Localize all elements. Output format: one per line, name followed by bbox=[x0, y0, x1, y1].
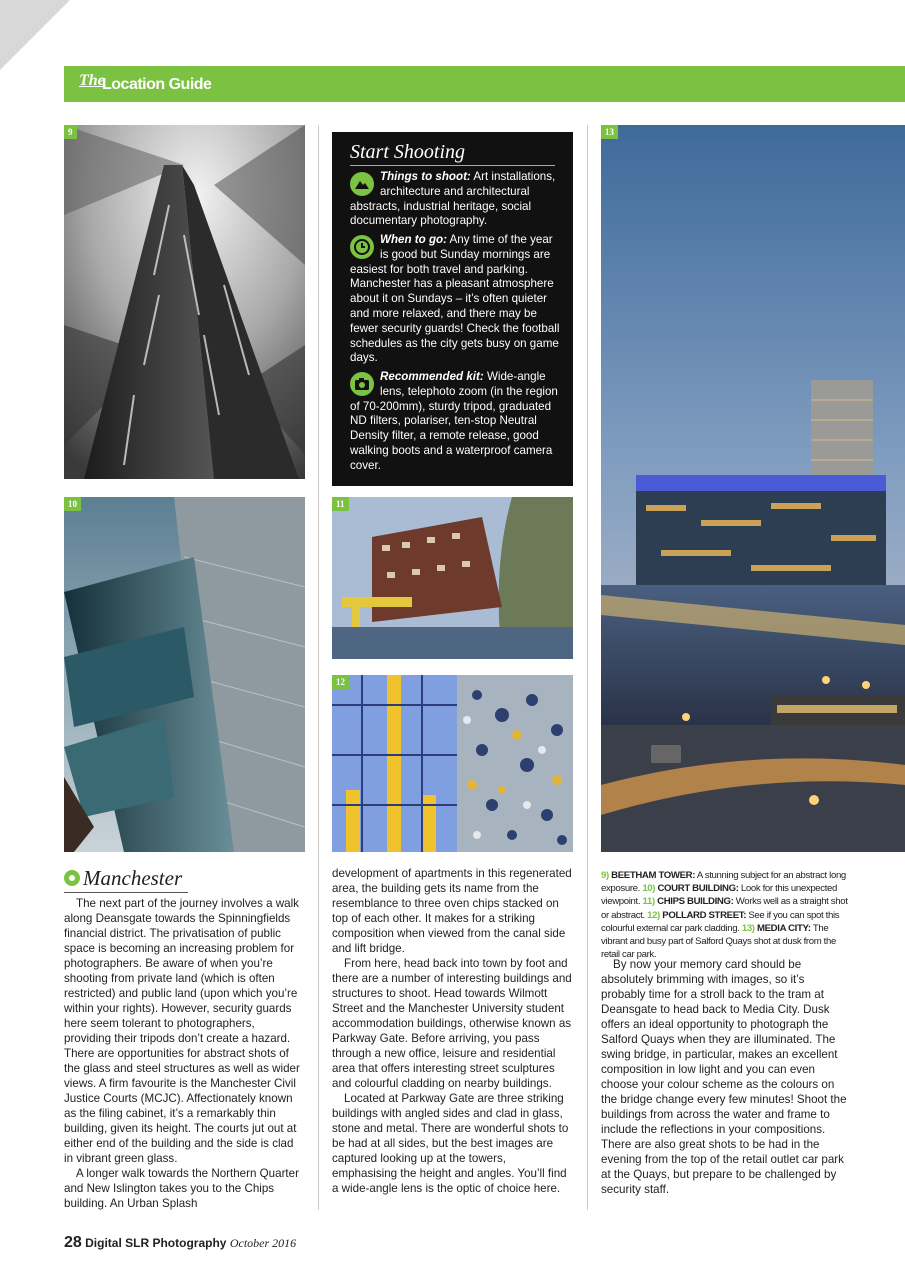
paragraph: The next part of the journey involves a walk along Deansgate towards the Spinningfields financial district. The privatisation of public space is becoming an increasing problem for photographers. Be aware of when you’re shooting from private land (which is often restricted) and public land (upon which you’re within your rights). However, security guards here seem tolerant to photographers, providing their tripods don’t create a hazard. There are opportunities for abstract shots of the glass and steel structures as well as wider views. A firm favourite is the Manchester Civil Justice Courts (MCJC). Affectionately known as the filing cabinet, it’s a remarkably thin building, given its height. The courts jut out at either end of the building and the side is clad in vibrant green glass. bbox=[64, 897, 300, 1165]
paragraph: By now your memory card should be absolutely brimming with images, so it’s probably time for a stroll back to the tram at Deansgate to head back to Media City. Dusk offers an ideal opportunity to photograph the Salford Quays when they are illuminated. The swing bridge, in particular, makes an excellent composition in low light and you can even choose your colour scheme as the colours on the bridge change every few minutes! Shoot the buildings from across the water and frame to include the reflections in your compositions. There are also great shots to be had in the evening from the top of the retail outlet car park at the Quays, but prepare to be challenged by security staff. bbox=[601, 958, 847, 1196]
caption-text: Look for this unexpected viewpoint. bbox=[601, 883, 838, 908]
photo-number: 10 bbox=[64, 497, 81, 511]
photo-chips-building bbox=[332, 497, 573, 659]
article-column-1 bbox=[64, 896, 305, 1211]
article-column-3 bbox=[601, 957, 851, 1197]
photo-number: 11 bbox=[332, 497, 349, 511]
start-shooting-title: Start Shooting bbox=[350, 141, 555, 166]
magazine-name: Digital SLR Photography bbox=[85, 1236, 227, 1250]
location-pin-icon bbox=[64, 870, 80, 886]
page-corner-decoration bbox=[0, 0, 70, 70]
photo-number: 9 bbox=[64, 125, 77, 139]
caption-text: Works well as a straight shot or abstract. bbox=[601, 896, 848, 921]
caption-title: POLLARD STREET: bbox=[662, 909, 747, 921]
column-divider bbox=[318, 125, 319, 1210]
issue-date: October 2016 bbox=[229, 1236, 297, 1250]
article-heading-text: Manchester bbox=[83, 866, 183, 890]
caption-title: MEDIA CITY: bbox=[756, 922, 811, 934]
caption-title: COURT BUILDING: bbox=[657, 883, 739, 895]
when-to-go-paragraph bbox=[350, 233, 560, 366]
page-footer bbox=[64, 1234, 296, 1252]
photo-pollard-street bbox=[332, 675, 573, 852]
photo-court-building bbox=[64, 497, 305, 852]
column-divider bbox=[587, 125, 588, 1210]
start-shooting-box bbox=[332, 132, 573, 486]
caption-number: 9) bbox=[601, 870, 609, 881]
caption-number: 10) bbox=[642, 883, 656, 895]
article-column-2 bbox=[332, 866, 573, 1196]
paragraph: From here, head back into town by foot and there are a number of interesting buildings and structures to shoot. Head towards Wilmott Street and the Manchester University student accommodation buildings, otherwise known as Parkway Gate. Before arriving, you pass through a new office, leisure and residential area that offers interesting street sculptures and colourful cladding on nearby buildings. bbox=[332, 957, 572, 1090]
paragraph: A longer walk towards the Northern Quarter and New Islington takes you to the Chips building. An Urban Splash bbox=[64, 1167, 299, 1210]
section-header-bar bbox=[64, 66, 905, 102]
article-heading bbox=[64, 866, 188, 893]
paragraph: Located at Parkway Gate are three striking buildings with angled sides and clad in glass, stone and metal. There are wonderful shots to be had at all sides, but the best images are captured looking up at the towers, emphasising the height and angles. You’ll find a wide-angle lens is the optic of choice here. bbox=[332, 1092, 569, 1195]
caption-title: BEETHAM TOWER: bbox=[611, 870, 696, 881]
caption-text: See if you can spot this colourful external car park cladding. bbox=[601, 909, 840, 934]
caption-text: The vibrant and busy part of Salford Quays shot at dusk from the retail car park. bbox=[601, 922, 836, 961]
header-title: Location Guide bbox=[102, 76, 212, 93]
photo-number: 12 bbox=[332, 675, 349, 689]
page-number: 28 bbox=[64, 1234, 82, 1251]
caption-number: 12) bbox=[647, 909, 660, 921]
things-text: Art installations, architecture and architectural abstracts, industrial heritage, social documentary photography. bbox=[350, 170, 556, 228]
clock-icon bbox=[350, 235, 374, 259]
paragraph: development of apartments in this regenerated area, the building gets its name from the resemblance to three oven chips stacked on top of each other. It makes for a striking composition when viewed from the canal side and lift bridge. bbox=[332, 867, 572, 955]
caption-number: 13) bbox=[741, 922, 755, 934]
caption-title: CHIPS BUILDING: bbox=[657, 896, 734, 908]
header-the: The bbox=[79, 72, 105, 89]
when-text: Any time of the year is good but Sunday mornings are easiest for both travel and parking. Manchester has a pleasant atmosphere about it on Sundays – it’s often quieter and more relaxed, and there may be fewer security guards! Check the football schedules as the city gets busy on game days. bbox=[350, 233, 560, 365]
when-label: When to go: bbox=[380, 233, 447, 246]
kit-text: Wide-angle lens, telephoto zoom (in the region of 70-200mm), sturdy tripod, graduated ND filters, polariser, ten-stop Neutral Density filter, a remote release, good walking boots and a waterproof camera cover. bbox=[350, 370, 558, 472]
things-label: Things to shoot: bbox=[380, 170, 471, 183]
kit-label: Recommended kit: bbox=[380, 370, 484, 383]
camera-icon bbox=[350, 372, 374, 396]
photo-number: 13 bbox=[601, 125, 618, 139]
mountain-icon bbox=[350, 172, 374, 196]
caption-number: 11) bbox=[642, 896, 655, 908]
photo-media-city bbox=[601, 125, 905, 852]
caption-text: A stunning subject for an abstract long exposure. bbox=[601, 870, 846, 895]
photo-beetham-tower bbox=[64, 125, 305, 479]
photo-captions bbox=[601, 869, 851, 961]
things-to-shoot-paragraph bbox=[350, 170, 560, 229]
recommended-kit-paragraph bbox=[350, 370, 560, 474]
